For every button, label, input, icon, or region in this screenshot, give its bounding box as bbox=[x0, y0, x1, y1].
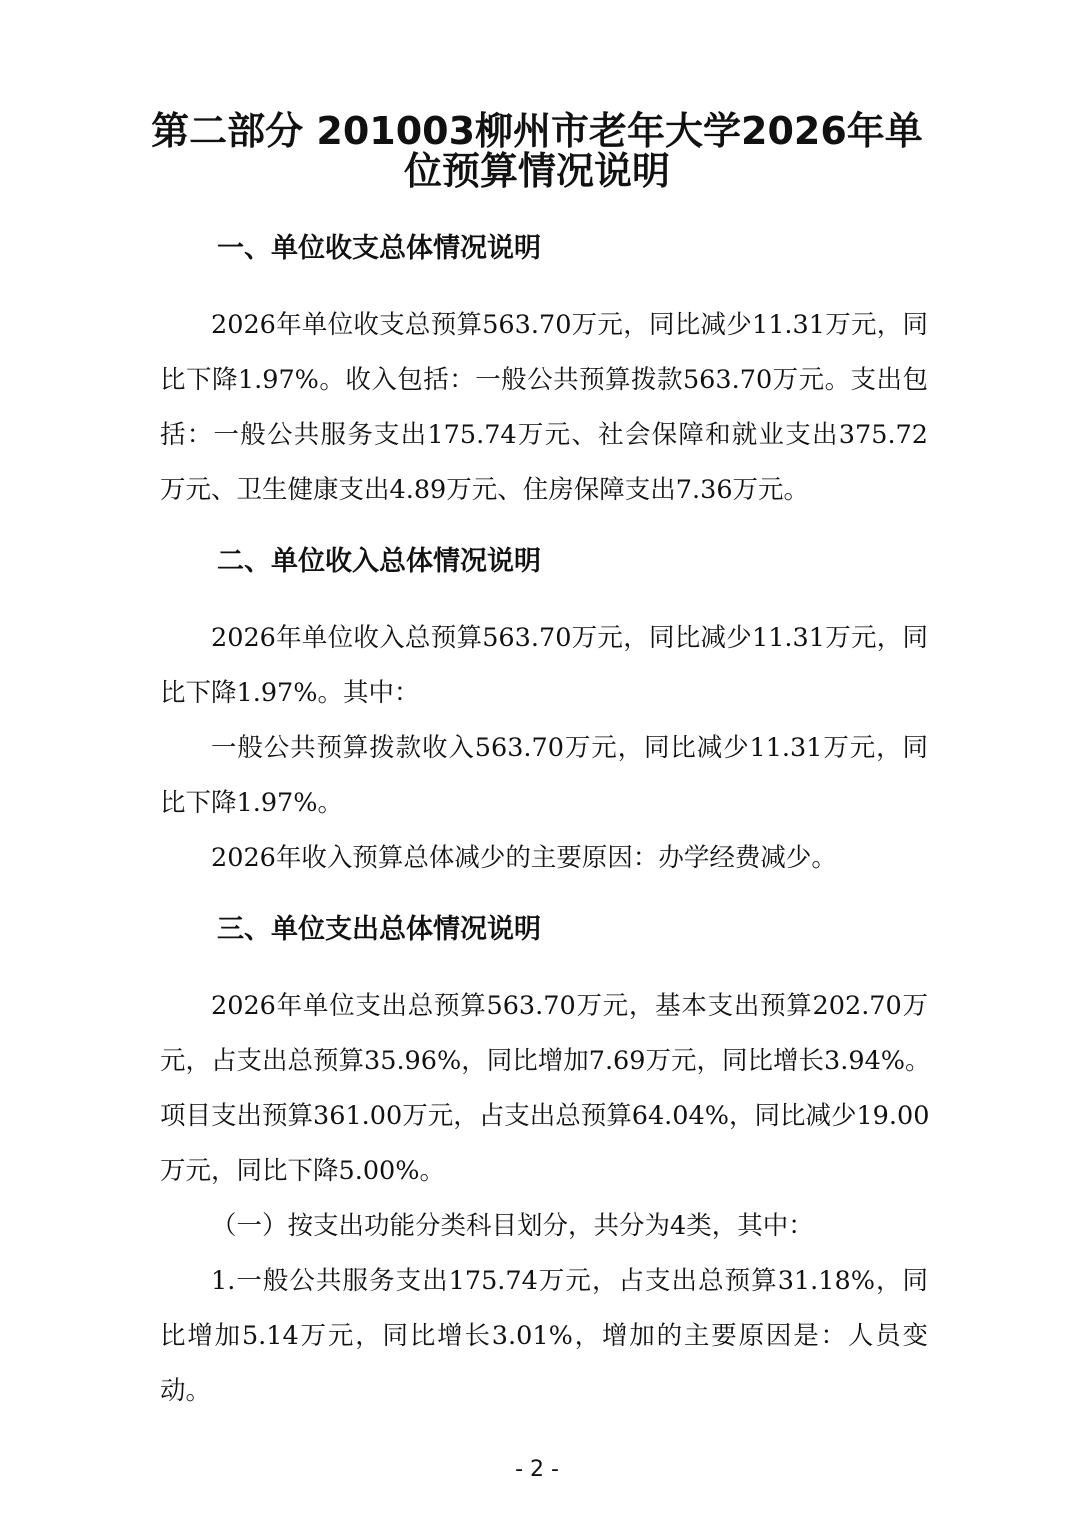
section-2-paragraph-line: 一般公共预算拨款收入563.70万元，同比减少11.31万元，同 bbox=[211, 733, 928, 763]
section-3-paragraph-line: 万元，同比下降5.00%。 bbox=[160, 1156, 446, 1186]
section-1-paragraph-line: 比下降1.97%。收入包括：一般公共预算拨款563.70万元。支出包 bbox=[160, 365, 928, 395]
section-3-paragraph-line: 2026年单位支出总预算563.70万元，基本支出预算202.70万 bbox=[211, 991, 928, 1021]
section-3-paragraph-line: 项目支出预算361.00万元，占支出总预算64.04%，同比减少19.00 bbox=[160, 1101, 930, 1131]
section-1-paragraph-line: 2026年单位收支总预算563.70万元，同比减少11.31万元，同 bbox=[211, 310, 928, 340]
section-2-paragraph-line: 比下降1.97%。 bbox=[160, 788, 344, 818]
page-number: - 2 - bbox=[515, 1457, 559, 1482]
section-3-paragraph-line: 比增加5.14万元，同比增长3.01%，增加的主要原因是：人员变 bbox=[160, 1321, 928, 1351]
section-2-paragraph-line: 2026年收入预算总体减少的主要原因：办学经费减少。 bbox=[211, 843, 837, 873]
section-2-paragraph-line: 2026年单位收入总预算563.70万元，同比减少11.31万元，同 bbox=[211, 623, 928, 653]
section-2-heading: 二、单位收入总体情况说明 bbox=[217, 546, 541, 577]
section-3-paragraph-line: 1.一般公共服务支出175.74万元，占支出总预算31.18%，同 bbox=[211, 1266, 928, 1296]
section-1-paragraph-line: 括：一般公共服务支出175.74万元、社会保障和就业支出375.72 bbox=[160, 420, 928, 450]
section-3-paragraph-line: 动。 bbox=[160, 1376, 212, 1406]
section-2-paragraph-line: 比下降1.97%。其中： bbox=[160, 678, 420, 708]
section-3-subheading: （一）按支出功能分类科目划分，共分为4类，其中： bbox=[211, 1211, 814, 1241]
section-3-paragraph-line: 元，占支出总预算35.96%，同比增加7.69万元，同比增长3.94%。 bbox=[160, 1046, 931, 1076]
section-3-heading: 三、单位支出总体情况说明 bbox=[217, 914, 541, 945]
page-title-line-2: 位预算情况说明 bbox=[403, 149, 670, 193]
page-title-line-1: 第二部分 201003柳州市老年大学2026年单 bbox=[151, 109, 923, 153]
section-1-heading: 一、单位收支总体情况说明 bbox=[217, 233, 541, 264]
section-1-paragraph-line: 万元、卫生健康支出4.89万元、住房保障支出7.36万元。 bbox=[160, 475, 810, 505]
